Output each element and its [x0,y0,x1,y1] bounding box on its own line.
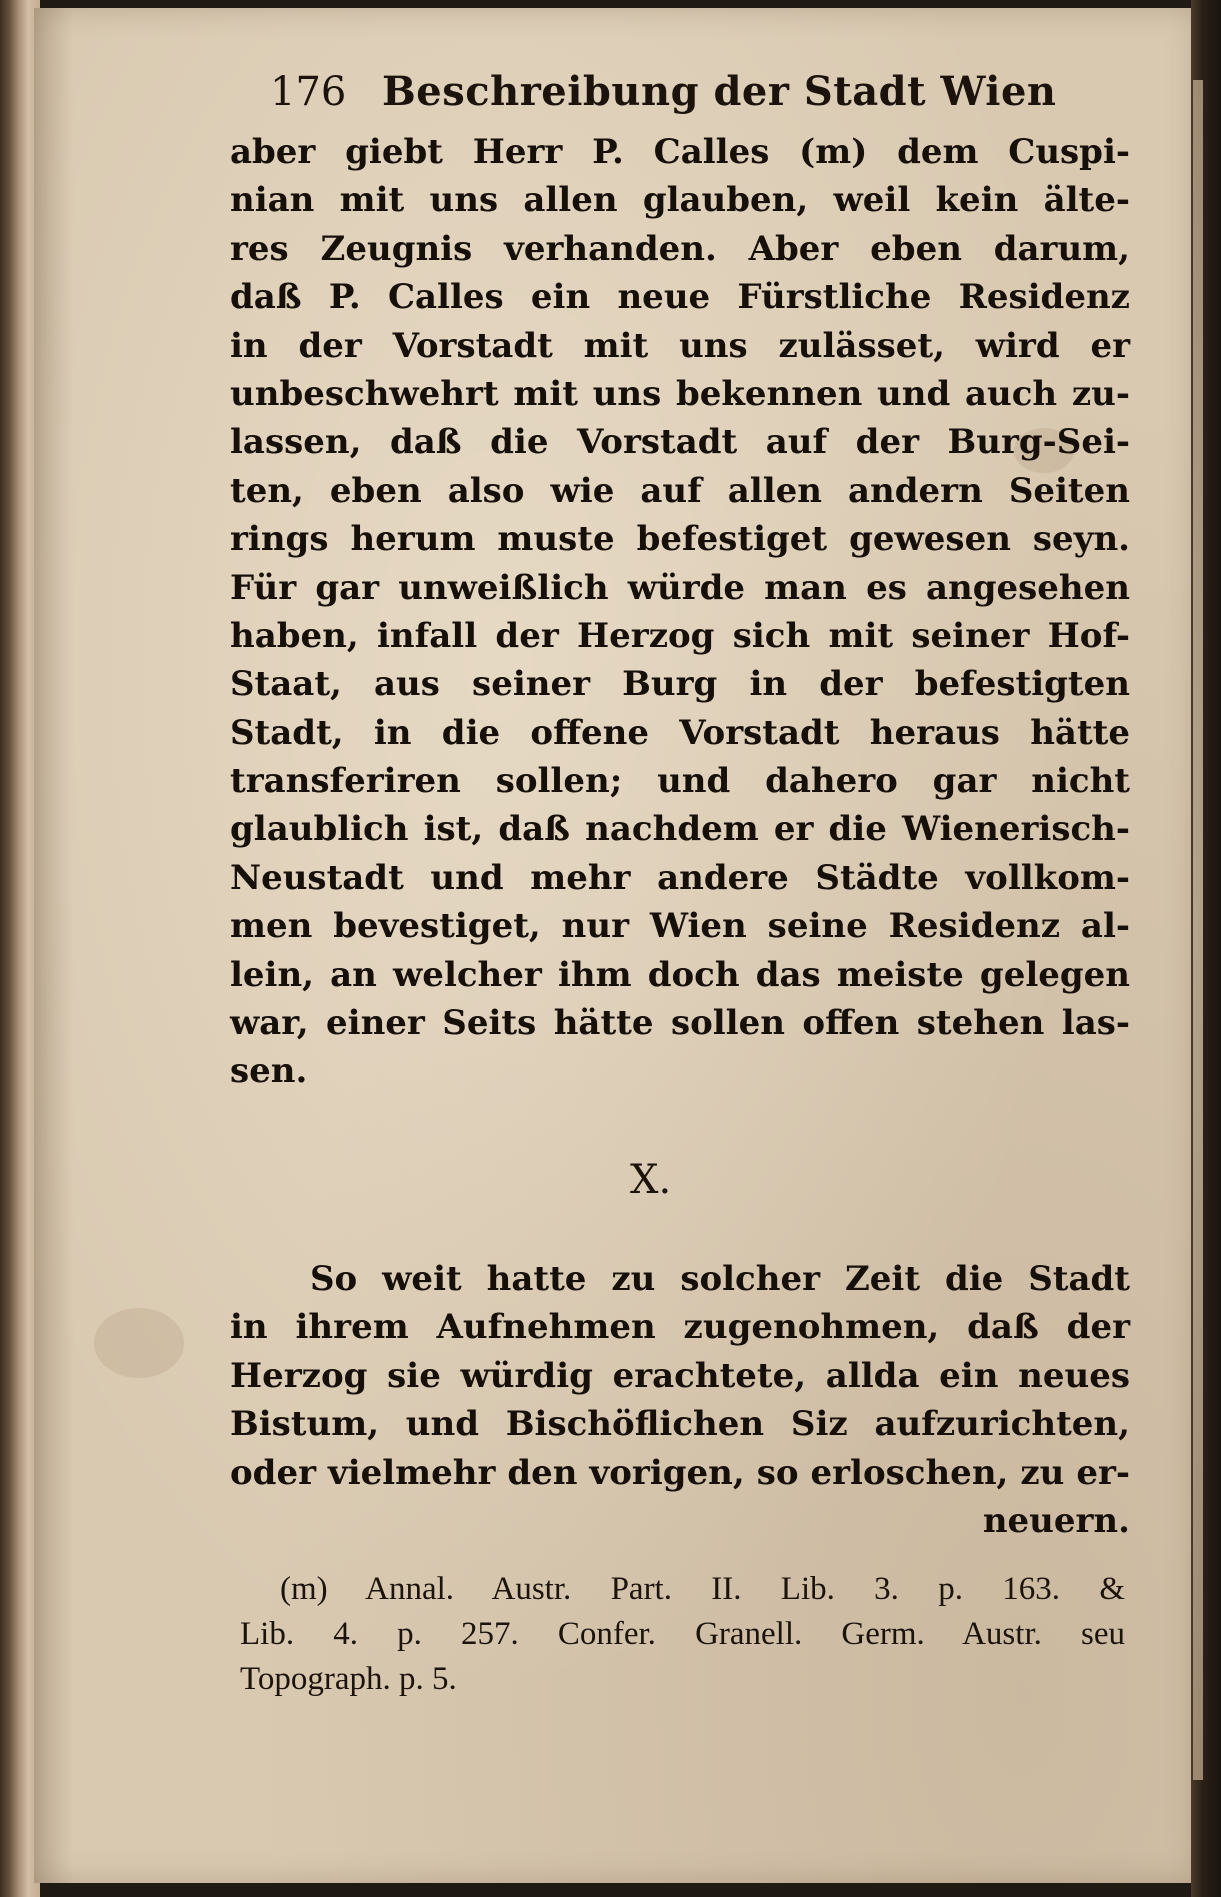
text-line: So weit hatte zu solcher Zeit die Stadt [310,1259,1130,1299]
footnote-line: Lib. 4. p. 257. Confer. Granell. Germ. Austr. seu [240,1616,1125,1652]
text-line: daß P. Calles ein neue Fürstliche Residenz [230,277,1130,318]
text-line: in ihrem Aufnehmen zugenohmen, daß der [230,1307,1130,1348]
section-heading: X. [630,1157,672,1203]
text-line: unbeschwehrt mit uns bekennen und auch zu- [230,373,1130,414]
text-line: lassen, daß die Vorstadt auf der Burg-Sei- [230,422,1130,463]
catchword: neuern. [982,1500,1130,1541]
text-line: Neustadt und mehr andere Städte vollkom- [230,857,1130,898]
page-number: 176 [270,69,347,115]
text-line: war, einer Seits hätte sollen offen stehen las- [230,1003,1130,1044]
text-line: men bevestiget, nur Wien seine Residenz al- [230,906,1130,947]
text-line: Staat, aus seiner Burg in der befestigten [230,664,1130,705]
text-line: aber giebt Herr P. Calles (m) dem Cuspi- [230,132,1130,172]
text-line: nian mit uns allen glauben, weil kein älte- [230,180,1130,221]
text-line: sen. [230,1051,308,1092]
footnote [240,1567,1125,1702]
footnote-line: (m) Annal. Austr. Part. II. Lib. 3. p. 163. & [280,1571,1125,1607]
text-line: glaublich ist, daß nachdem er die Wienerisch- [230,809,1130,850]
text-line: lein, an welcher ihm doch das meiste gelegen [230,954,1130,995]
book-fore-edge [1191,0,1221,1897]
text-line: transferiren sollen; und dahero gar nicht [230,761,1130,802]
text-line: Bistum, und Bischöflichen Siz aufzurichten, [230,1404,1130,1445]
section-paragraph [230,1255,1130,1545]
footnote-line: Topograph. p. 5. [240,1661,457,1697]
running-title: Beschreibung der Stadt Wien [382,68,1057,115]
text-line: Für gar unweißlich würde man es angesehen [230,567,1130,608]
paper-stain [94,1308,184,1378]
text-line: Stadt, in die offene Vorstadt heraus hätte [230,712,1130,753]
main-paragraph [230,128,1130,1096]
text-line: in der Vorstadt mit uns zulässet, wird er [230,325,1130,366]
page-header [270,62,1057,122]
text-line: rings herum muste befestiget gewesen seyn. [230,519,1130,560]
text-line: res Zeugnis verhanden. Aber eben darum, [230,228,1130,269]
text-line: haben, infall der Herzog sich mit seiner Hof- [230,615,1130,656]
text-line: oder vielmehr den vorigen, so erloschen, zu er- [230,1452,1130,1493]
text-line: Herzog sie würdig erachtete, allda ein neues [230,1355,1130,1396]
text-line: ten, eben also wie auf allen andern Seiten [230,470,1130,511]
